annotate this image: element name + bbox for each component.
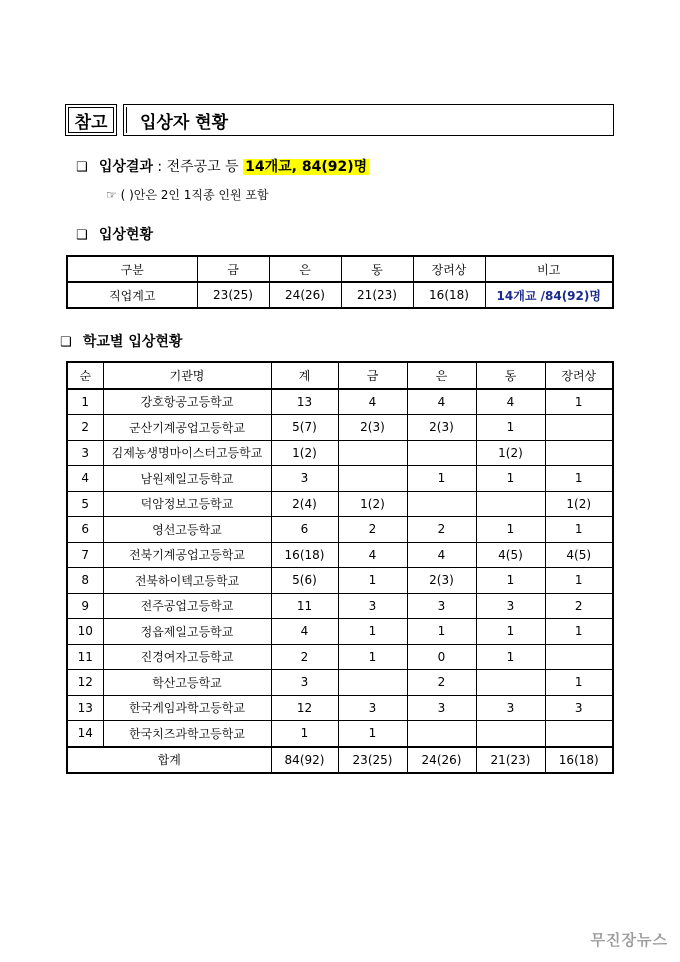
summary-data-row [67,282,613,308]
school-name-cell: 학산고등학교 [103,670,271,696]
table-cell: 1 [476,644,545,670]
summary-cell: 23(25) [197,282,269,308]
table-cell: 2(4) [271,491,338,517]
school-table [66,361,614,774]
table-cell: 5(6) [271,568,338,594]
table-row [67,619,613,645]
school-header-cell: 기관명 [103,362,271,389]
table-cell: 1 [476,619,545,645]
summary-header-row [67,256,613,282]
table-cell: 2 [407,517,476,543]
table-cell: 3 [407,695,476,721]
table-cell: 6 [271,517,338,543]
school-header-cell: 순 [67,362,103,389]
table-cell: 2 [407,670,476,696]
table-cell: 1 [545,466,613,492]
table-cell [476,721,545,747]
table-cell: 4 [67,466,103,492]
table-cell: 1(2) [476,440,545,466]
summary-cell: 16(18) [413,282,485,308]
result-note: ☞ ( )안은 2인 1직종 인원 포함 [106,188,269,202]
table-cell: 1 [545,670,613,696]
school-name-cell: 남원제일고등학교 [103,466,271,492]
table-row [67,491,613,517]
table-cell: 1 [271,721,338,747]
table-cell: 2 [67,415,103,441]
school-name-cell: 정읍제일고등학교 [103,619,271,645]
table-cell [545,644,613,670]
school-header-cell: 계 [271,362,338,389]
school-name-cell: 전주공업고등학교 [103,593,271,619]
table-cell: 1 [67,389,103,415]
table-cell [545,440,613,466]
school-name-cell: 덕암정보고등학교 [103,491,271,517]
school-name-cell: 강호항공고등학교 [103,389,271,415]
school-header-cell: 은 [407,362,476,389]
table-cell: 1 [545,517,613,543]
table-cell: 1 [338,568,407,594]
summary-cell: 24(26) [269,282,341,308]
summary-remark-cell: 14개교 /84(92)명 [485,282,613,308]
table-cell: 3 [271,670,338,696]
summary-header-cell: 금 [197,256,269,282]
table-cell: 2 [545,593,613,619]
table-cell: 7 [67,542,103,568]
school-name-cell: 한국게임과학고등학교 [103,695,271,721]
table-cell: 3 [338,695,407,721]
table-cell: 5 [67,491,103,517]
summary-table [66,255,614,309]
table-row [67,389,613,415]
table-cell: 3 [338,593,407,619]
school-table-body [67,362,613,773]
result-highlight: 14개교, 84(92)명 [245,159,368,175]
result-line [76,156,369,176]
table-cell: 1 [545,389,613,415]
table-cell [545,415,613,441]
table-cell: 4(5) [545,542,613,568]
summary-cell: 직업계고 [67,282,197,308]
table-cell: 12 [67,670,103,696]
table-cell: 1 [338,619,407,645]
school-name-cell: 전북하이텍고등학교 [103,568,271,594]
table-cell: 11 [271,593,338,619]
total-cell: 23(25) [338,747,407,774]
table-cell [338,466,407,492]
table-cell: 3 [476,695,545,721]
table-cell [545,721,613,747]
table-cell: 16(18) [271,542,338,568]
table-cell: 4 [338,542,407,568]
table-cell: 4 [407,542,476,568]
table-cell: 5(7) [271,415,338,441]
table-row [67,644,613,670]
total-cell: 24(26) [407,747,476,774]
table-row [67,466,613,492]
total-cell: 84(92) [271,747,338,774]
table-cell: 8 [67,568,103,594]
reference-tag: 참고 [65,104,117,136]
table-cell: 4 [476,389,545,415]
school-name-cell: 영선고등학교 [103,517,271,543]
school-section-title [60,331,182,351]
summary-header-cell: 비고 [485,256,613,282]
table-cell [407,721,476,747]
table-cell: 14 [67,721,103,747]
page-title [123,104,614,136]
table-cell: 11 [67,644,103,670]
total-row [67,747,613,774]
table-row [67,542,613,568]
summary-header-cell: 구분 [67,256,197,282]
table-cell: 3 [476,593,545,619]
table-cell: 1(2) [338,491,407,517]
table-cell: 1(2) [545,491,613,517]
table-cell: 0 [407,644,476,670]
school-name-cell: 김제농생명마이스터고등학교 [103,440,271,466]
table-cell: 12 [271,695,338,721]
school-name-cell: 전북기계공업고등학교 [103,542,271,568]
school-header-cell: 장려상 [545,362,613,389]
table-row [67,695,613,721]
checkbox-bullet-icon: ❑ [76,160,88,175]
result-text: 전주공고 등 [162,159,244,175]
table-cell: 1 [545,619,613,645]
table-cell [338,440,407,466]
table-cell: 1 [545,568,613,594]
table-cell: 1 [338,644,407,670]
table-cell: 4(5) [476,542,545,568]
table-cell: 4 [271,619,338,645]
table-cell: 1 [476,466,545,492]
page-title-text: 입상자 현황 [140,112,229,133]
table-cell: 2(3) [407,415,476,441]
table-cell: 1(2) [271,440,338,466]
table-cell: 2 [338,517,407,543]
table-row [67,440,613,466]
checkbox-bullet-icon: ❑ [76,228,88,243]
table-cell: 1 [407,466,476,492]
summary-header-cell: 은 [269,256,341,282]
table-cell [407,491,476,517]
table-cell: 3 [271,466,338,492]
school-name-cell: 군산기계공업고등학교 [103,415,271,441]
table-cell: 3 [407,593,476,619]
table-row [67,593,613,619]
table-cell [338,670,407,696]
table-row [67,415,613,441]
watermark-logo: 무진장뉴스 [590,931,668,949]
school-header-row [67,362,613,389]
summary-header-cell: 장려상 [413,256,485,282]
table-row [67,568,613,594]
result-separator: : [152,159,163,175]
result-label: 입상결과 [98,159,153,175]
table-cell: 9 [67,593,103,619]
total-cell: 21(23) [476,747,545,774]
table-cell: 13 [67,695,103,721]
school-header-cell: 동 [476,362,545,389]
table-cell: 3 [545,695,613,721]
table-cell: 1 [338,721,407,747]
summary-cell: 21(23) [341,282,413,308]
table-row [67,670,613,696]
school-section-label: 학교별 입상현황 [82,334,183,350]
table-cell: 1 [476,415,545,441]
table-cell: 1 [476,517,545,543]
table-cell: 4 [338,389,407,415]
table-cell: 3 [67,440,103,466]
school-name-cell: 한국치즈과학고등학교 [103,721,271,747]
table-cell: 2(3) [407,568,476,594]
table-cell: 10 [67,619,103,645]
table-row [67,721,613,747]
table-cell [407,440,476,466]
table-cell: 2 [271,644,338,670]
school-header-cell: 금 [338,362,407,389]
status-section-label: 입상현황 [98,227,153,243]
school-name-cell: 진경여자고등학교 [103,644,271,670]
table-cell [476,491,545,517]
table-cell: 13 [271,389,338,415]
table-cell: 4 [407,389,476,415]
status-section-title [76,224,153,244]
table-cell: 1 [476,568,545,594]
table-row [67,517,613,543]
table-cell: 2(3) [338,415,407,441]
total-cell: 16(18) [545,747,613,774]
table-cell: 6 [67,517,103,543]
table-cell: 1 [407,619,476,645]
total-label-cell: 합계 [67,747,271,774]
checkbox-bullet-icon: ❑ [60,335,72,350]
summary-header-cell: 동 [341,256,413,282]
table-cell [476,670,545,696]
